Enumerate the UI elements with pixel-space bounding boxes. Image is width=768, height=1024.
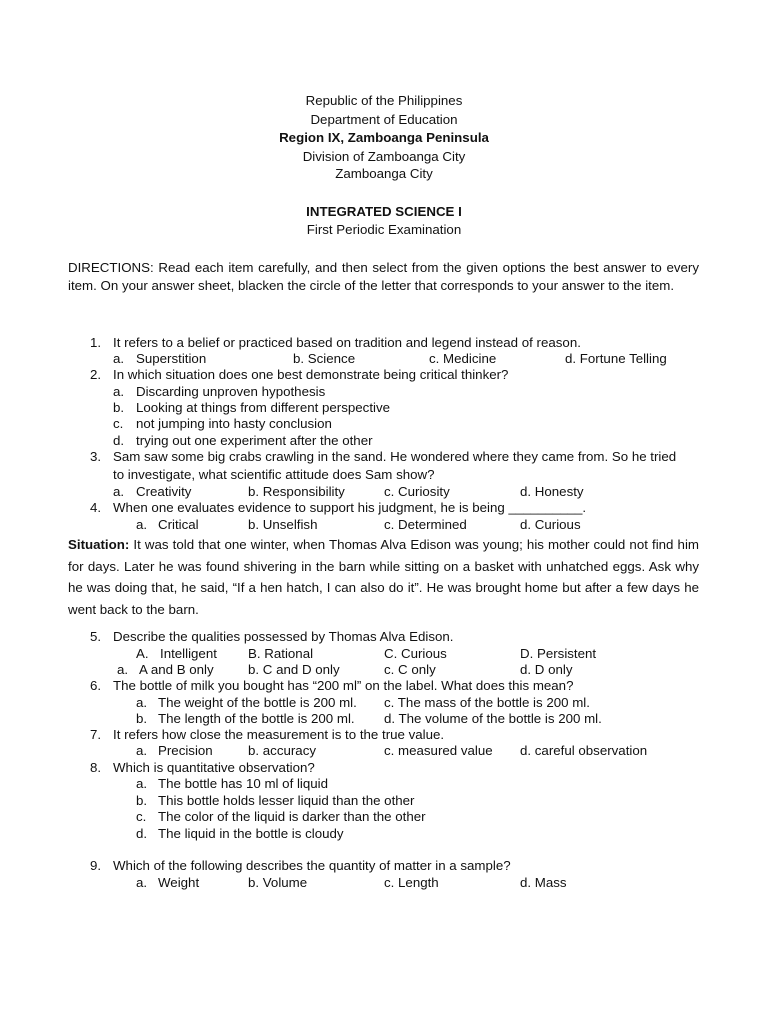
exam-title: INTEGRATED SCIENCE I <box>306 204 462 219</box>
question-text: When one evaluates evidence to support his judgment, he is being __________. <box>113 500 587 515</box>
option-a: A and B only <box>139 662 214 677</box>
option-letter: d. <box>113 433 125 448</box>
option-D: D. Persistent <box>520 646 597 661</box>
option-letter: a. <box>113 384 125 399</box>
question-number: 3. <box>90 449 102 464</box>
option-letter: c. <box>136 809 147 824</box>
option-a: Superstition <box>136 351 207 366</box>
question-text: It refers to a belief or practiced based on tradition and legend instead of reason. <box>113 335 581 350</box>
option-c: c. measured value <box>384 743 493 758</box>
option-d: d. Curious <box>520 517 581 532</box>
situation-paragraph <box>68 534 699 620</box>
header-city: Zamboanga City <box>335 166 433 181</box>
question-number: 8. <box>90 760 102 775</box>
exam-subtitle: First Periodic Examination <box>306 222 462 237</box>
option-b: This bottle holds lesser liquid than the other <box>158 793 415 808</box>
option-a: The weight of the bottle is 200 ml. <box>158 695 357 710</box>
option-b: b. C and D only <box>248 662 340 677</box>
option-c: c. Determined <box>384 517 467 532</box>
question-text: Sam saw some big crabs crawling in the sand. He wondered where they came from. So he tried <box>113 449 677 464</box>
option-a: Weight <box>158 875 200 890</box>
question-text: The bottle of milk you bought has “200 ml” on the label. What does this mean? <box>113 678 574 693</box>
question-text: In which situation does one best demonstrate being critical thinker? <box>113 367 509 382</box>
question-text: It refers how close the measurement is to the true value. <box>113 727 445 742</box>
header-division: Division of Zamboanga City <box>302 149 466 164</box>
option-B: B. Rational <box>248 646 314 661</box>
question-text: Which of the following describes the quantity of matter in a sample? <box>113 858 511 873</box>
question-number: 5. <box>90 629 102 644</box>
option-letter: a. <box>136 776 148 791</box>
header-republic: Republic of the Philippines <box>305 93 463 108</box>
option-b: b. Responsibility <box>248 484 345 499</box>
option-letter: b. <box>113 400 125 415</box>
option-c: The color of the liquid is darker than the other <box>158 809 426 824</box>
option-b: Looking at things from different perspective <box>136 400 391 415</box>
option-letter: b. <box>136 793 148 808</box>
option-a: Creativity <box>136 484 192 499</box>
option-a: Critical <box>158 517 199 532</box>
option-letter: a. <box>113 351 125 366</box>
option-c: not jumping into hasty conclusion <box>136 416 332 431</box>
question-number: 4. <box>90 500 102 515</box>
option-letter: d. <box>136 826 148 841</box>
option-letter: a. <box>136 517 148 532</box>
header-region: Region IX, Zamboanga Peninsula <box>279 130 489 145</box>
option-b: b. Volume <box>248 875 308 890</box>
option-b: b. Unselfish <box>248 517 318 532</box>
situation-label: Situation: <box>68 537 130 552</box>
option-b: The length of the bottle is 200 ml. <box>158 711 355 726</box>
option-letter: a. <box>136 875 148 890</box>
option-letter: A. <box>136 646 149 661</box>
option-letter: a. <box>117 662 129 677</box>
option-d: d. Mass <box>520 875 567 890</box>
option-letter: c. <box>113 416 124 431</box>
option-d: d. careful observation <box>520 743 648 758</box>
question-number: 2. <box>90 367 102 382</box>
option-C: C. Curious <box>384 646 447 661</box>
question-number: 9. <box>90 858 102 873</box>
question-text: Describe the qualities possessed by Thomas Alva Edison. <box>113 629 454 644</box>
option-letter: a. <box>136 743 148 758</box>
option-a: Precision <box>158 743 213 758</box>
option-a: The bottle has 10 ml of liquid <box>158 776 329 791</box>
option-c: c. The mass of the bottle is 200 ml. <box>384 695 590 710</box>
situation-text: It was told that one winter, when Thomas Alva Edison was young; his mother could not find him for days. Later he was found shivering in the barn while sitting on a basket with unhatched eggs. Ask why he was doing that, he said, “If a hen hatch, I can also do it”. He was brought home but after a few days he went back to the barn. <box>68 537 699 617</box>
question-text: Which is quantitative observation? <box>113 760 315 775</box>
option-b: b. Science <box>293 351 356 366</box>
option-d: d. D only <box>520 662 573 677</box>
option-letter: a. <box>136 695 148 710</box>
option-a: Discarding unproven hypothesis <box>136 384 326 399</box>
question-number: 6. <box>90 678 102 693</box>
question-number: 7. <box>90 727 102 742</box>
option-c: c. Curiosity <box>384 484 450 499</box>
directions: DIRECTIONS: Read each item carefully, and then select from the given options the best answer to every item. On your answer sheet, blacken the circle of the letter that corresponds to your answer to the item. <box>68 260 699 293</box>
option-b: b. accuracy <box>248 743 316 758</box>
option-d: d. The volume of the bottle is 200 ml. <box>384 711 602 726</box>
option-c: c. Length <box>384 875 439 890</box>
option-A: Intelligent <box>160 646 217 661</box>
option-d: d. Fortune Telling <box>565 351 667 366</box>
option-c: c. C only <box>384 662 436 677</box>
option-c: c. Medicine <box>429 351 497 366</box>
option-d: The liquid in the bottle is cloudy <box>158 826 344 841</box>
option-letter: a. <box>113 484 125 499</box>
question-number: 1. <box>90 335 102 350</box>
question-text: to investigate, what scientific attitude does Sam show? <box>113 467 435 482</box>
option-d: trying out one experiment after the other <box>136 433 373 448</box>
option-d: d. Honesty <box>520 484 584 499</box>
option-letter: b. <box>136 711 148 726</box>
header-department: Department of Education <box>310 112 458 127</box>
